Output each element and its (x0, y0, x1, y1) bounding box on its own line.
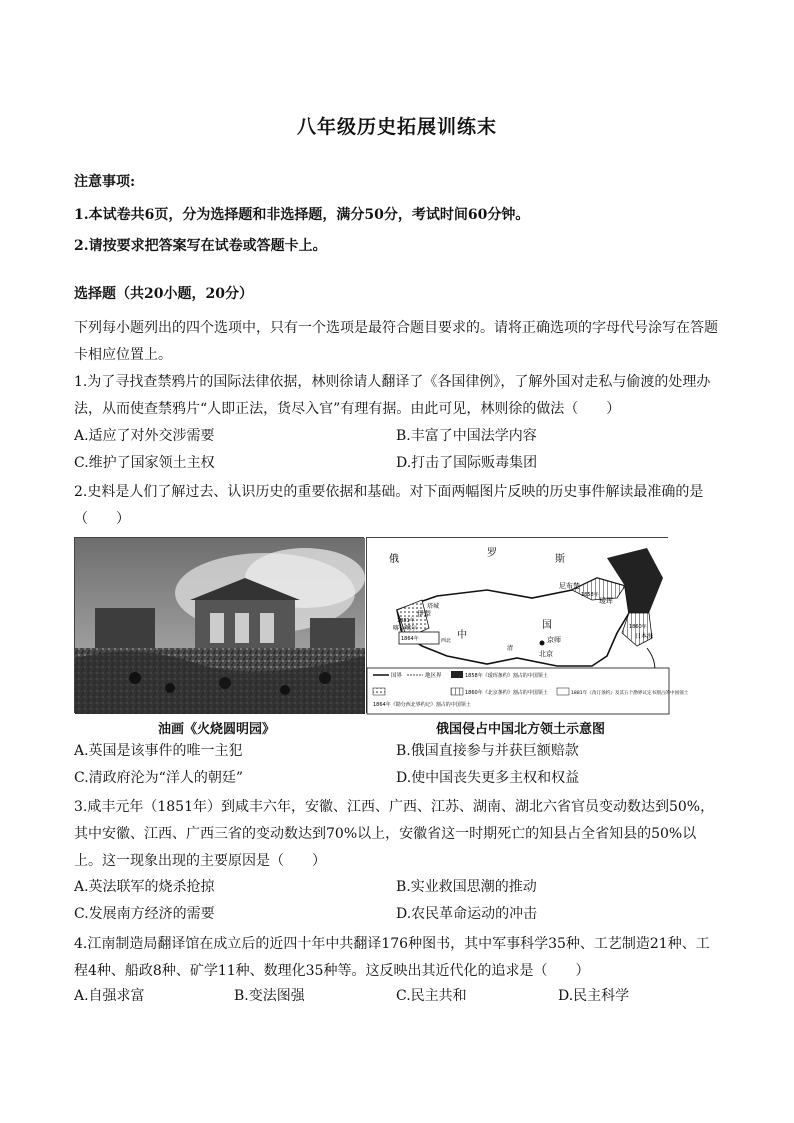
question-2-option-b: B.俄国直接参与并获巨额赔款 (396, 743, 579, 759)
map-russia-occupation (366, 537, 689, 713)
map-legend-1858: 1858年《瑷珲条约》割占的中国领土 (465, 673, 548, 679)
map-label-nibuchu: 尼布楚 (559, 582, 580, 590)
map-legend-1860: 1860年《北京条约》割占的中国领土 (465, 690, 548, 696)
question-2-option-c: C.清政府沦为“洋人的朝廷” (74, 770, 243, 786)
question-4-option-c: C.民主共和 (396, 988, 467, 1004)
question-1-stem: 1.为了寻找查禁鸦片的国际法律依据，林则徐请人翻译了《各国律例》，了解外国对走私与偷渡的处理办法，从而使查禁鸦片“人即正法，货尽入官”有理有据。由此可见，林则徐的做法（ ） (74, 374, 711, 417)
question-3-stem: 3.咸丰元年（1851年）到咸丰六年，安徽、江西、广西、江苏、湖南、湖北六省官员变动数达到50%，其中安徽、江西、广西三省的变动数达到70%以上，安徽省这一时期死亡的知县占全省知县的50%以上。这一现象出现的主要原因是（ ） (74, 799, 715, 869)
question-3-option-b: B.实业救国思潮的推动 (396, 879, 537, 895)
question-4-option-d: D.民主科学 (558, 988, 630, 1004)
map-label-1881: 1881年 (397, 618, 415, 624)
section-heading: 选择题（共20小题，20分） (74, 286, 253, 302)
map-label-qing: 清 (507, 645, 514, 652)
map-illustration (367, 538, 689, 714)
map-label-guo: 国 (542, 620, 552, 631)
question-2-option-a: A.英国是该事件的唯一主犯 (74, 743, 243, 759)
painting-burning-yuanmingyuan (74, 537, 364, 713)
question-2-option-d: D.使中国丧失更多主权和权益 (396, 770, 580, 786)
question-4-option-b: B.变法图强 (234, 988, 305, 1004)
map-legend-1864: 1864年《勘分西北界约记》割占的中国领土 (373, 702, 471, 708)
map-label-1860: 1860年 (629, 624, 647, 630)
question-1-option-d: D.打击了国际贩毒集团 (396, 455, 538, 471)
notes-item-2: 2.请按要求把答案写在试卷或答题卡上。 (74, 238, 327, 254)
question-2-stem: 2.史料是人们了解过去、认识历史的重要依据和基础。对下面两幅图片反映的历史事件解读最准确的是（ ） (74, 484, 704, 527)
map-label-jingshi: 京师 (547, 636, 561, 644)
map-label-tacheng: 塔城 (427, 603, 440, 610)
map-label-e: 俄 (389, 554, 399, 565)
map-label-1858: 1858年 (581, 592, 599, 598)
map-label-beijing: 北京 (539, 650, 553, 658)
question-4-option-a: A.自强求富 (74, 988, 145, 1004)
map-legend-guojie: 国界 (391, 673, 403, 679)
map-label-xibei: 西北 (441, 638, 452, 644)
map-label-zhong: 中 (457, 630, 467, 641)
map-label-luo: 罗 (487, 548, 497, 559)
map-label-yili: 伊犁 (417, 610, 431, 618)
painting-illustration (75, 538, 365, 714)
map-label-riben-hai: 日本海 (635, 633, 654, 640)
question-3-option-a: A.英法联军的烧杀抢掠 (74, 879, 215, 895)
question-4-stem: 4.江南制造局翻译馆在成立后的近四十年中共翻译176种图书，其中军事科学35种、工艺制造21种、工程4种、船政8种、矿学11种、数理化35种等。这反映出其近代化的追求是（ ） (74, 936, 710, 979)
question-1-option-c: C.维护了国家领土主权 (74, 455, 215, 471)
page-title: 八年级历史拓展训练末 (296, 116, 497, 138)
question-3-option-c: C.发展南方经济的需要 (74, 906, 215, 922)
map-label-1864: 1864年 (401, 636, 419, 642)
left-figure-caption: 油画《火烧圆明园》 (158, 722, 276, 737)
notes-heading: 注意事项: (74, 174, 136, 190)
section-instruction: 下列每小题列出的四个选项中，只有一个选项是最符合题目要求的。请将正确选项的字母代号涂写在答题卡相应位置上。 (74, 320, 718, 363)
map-label-si: 斯 (555, 554, 565, 565)
map-legend-diqujie: 地区界 (425, 673, 442, 679)
right-figure-caption: 俄国侵占中国北方领土示意图 (436, 722, 606, 737)
map-label-kashgar: 喀什噶尔 (393, 625, 418, 632)
notes-item-1: 1.本试卷共6页，分为选择题和非选择题，满分50分，考试时间60分钟。 (74, 207, 530, 223)
map-label-aihui: 瑷珲 (599, 597, 613, 605)
question-1-option-b: B.丰富了中国法学内容 (396, 428, 537, 444)
question-3-option-d: D.农民革命运动的冲击 (396, 906, 538, 922)
map-legend-1881: 1881年《改订条约》及其五个勘界议定书割占的中国领土 (571, 691, 689, 696)
question-1-option-a: A.适应了对外交涉需要 (74, 428, 215, 444)
